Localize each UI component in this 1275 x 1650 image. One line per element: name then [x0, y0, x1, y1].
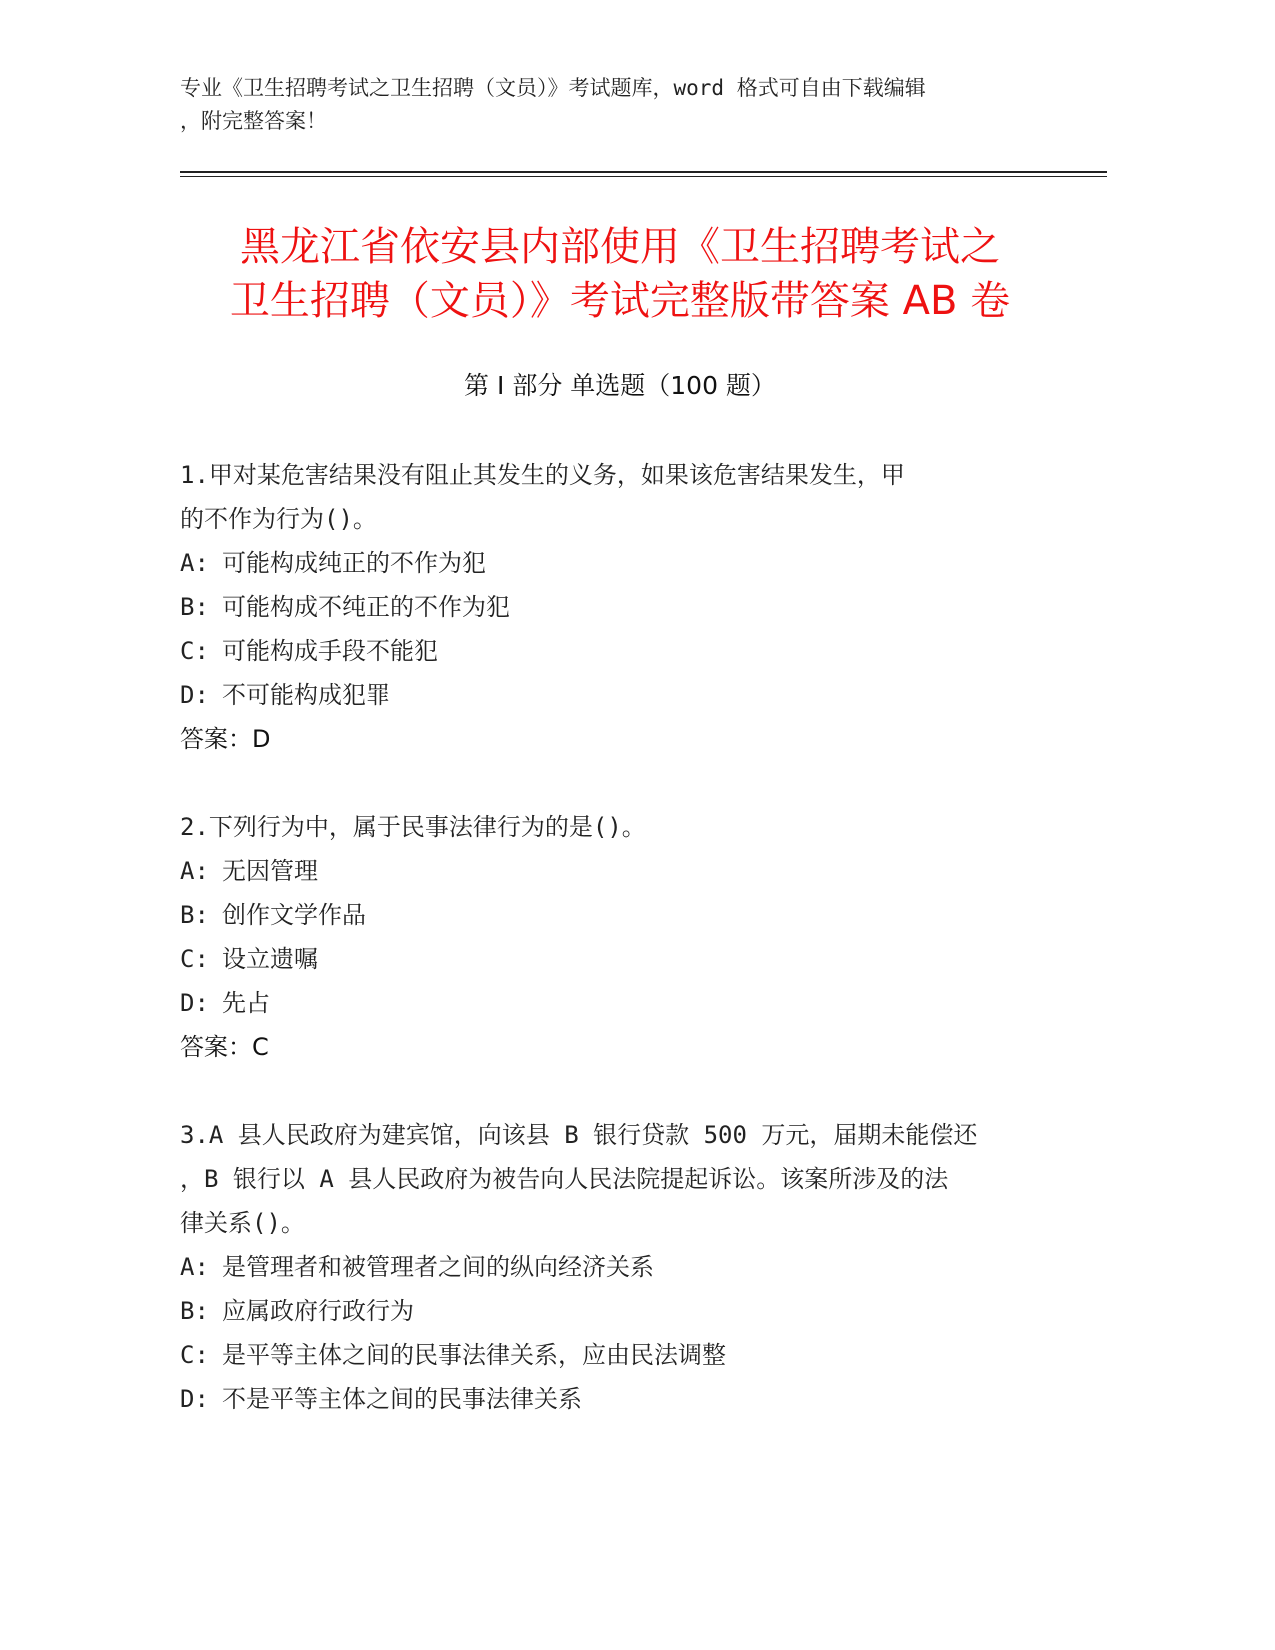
option-letter: C:: [180, 1341, 209, 1369]
option-text: 先占: [222, 989, 270, 1017]
option-text: 是管理者和被管理者之间的纵向经济关系: [222, 1253, 654, 1281]
option-text: 可能构成不纯正的不作为犯: [222, 593, 510, 621]
option-c: [180, 937, 1060, 981]
option-letter: B:: [180, 901, 209, 929]
option-text: 不是平等主体之间的民事法律关系: [222, 1385, 582, 1413]
option-b: [180, 893, 1060, 937]
option-d: [180, 1377, 1060, 1421]
option-letter: D:: [180, 1385, 209, 1413]
option-text: 可能构成手段不能犯: [222, 637, 438, 665]
header-divider-thin: [180, 176, 1107, 177]
section-title: 第 I 部分 单选题（100 题）: [464, 371, 776, 400]
option-text: 创作文学作品: [222, 901, 366, 929]
option-a: [180, 849, 1060, 893]
document-title-line: 卫生招聘（文员）》考试完整版带答案 AB 卷: [229, 278, 1011, 324]
answer-label: 答案：D: [180, 725, 271, 753]
question-stem: 3.A 县人民政府为建宾馆，向该县 B 银行贷款 500 万元，届期未能偿还: [180, 1121, 978, 1149]
option-b: [180, 585, 1060, 629]
answer-label: 答案：C: [180, 1033, 269, 1061]
option-a: [180, 1245, 1060, 1289]
option-letter: D:: [180, 681, 209, 709]
option-letter: B:: [180, 1297, 209, 1325]
option-letter: A:: [180, 857, 209, 885]
question-list: [180, 453, 1060, 1465]
option-text: 不可能构成犯罪: [222, 681, 390, 709]
question-3: [180, 1113, 1060, 1421]
header-divider-thick: [180, 171, 1107, 173]
header-note-line: 专业《卫生招聘考试之卫生招聘（文员）》考试题库，word 格式可自由下载编辑: [180, 76, 926, 100]
option-text: 可能构成纯正的不作为犯: [222, 549, 486, 577]
question-stem: ，B 银行以 A 县人民政府为被告向人民法院提起诉讼。该案所涉及的法: [180, 1165, 949, 1193]
option-c: [180, 629, 1060, 673]
document-title-line: 黑龙江省依安县内部使用《卫生招聘考试之: [240, 224, 1000, 270]
option-d: [180, 673, 1060, 717]
option-letter: A:: [180, 1253, 209, 1281]
option-text: 应属政府行政行为: [222, 1297, 414, 1325]
option-d: [180, 981, 1060, 1025]
header-note: [180, 72, 1060, 138]
question-stem: 律关系()。: [180, 1209, 305, 1237]
question-stem: 1.甲对某危害结果没有阻止其发生的义务，如果该危害结果发生，甲: [180, 461, 905, 489]
option-letter: C:: [180, 637, 209, 665]
question-1: [180, 453, 1060, 761]
header-note-line: ，附完整答案！: [180, 109, 327, 133]
question-stem: 的不作为行为()。: [180, 505, 377, 533]
option-letter: B:: [180, 593, 209, 621]
question-2: [180, 805, 1060, 1069]
option-a: [180, 541, 1060, 585]
option-letter: D:: [180, 989, 209, 1017]
option-text: 是平等主体之间的民事法律关系，应由民法调整: [222, 1341, 726, 1369]
option-letter: A:: [180, 549, 209, 577]
option-letter: C:: [180, 945, 209, 973]
option-c: [180, 1333, 1060, 1377]
option-text: 设立遗嘱: [222, 945, 318, 973]
question-stem: 2.下列行为中，属于民事法律行为的是()。: [180, 813, 646, 841]
document-title: [180, 220, 1060, 328]
option-text: 无因管理: [222, 857, 318, 885]
option-b: [180, 1289, 1060, 1333]
